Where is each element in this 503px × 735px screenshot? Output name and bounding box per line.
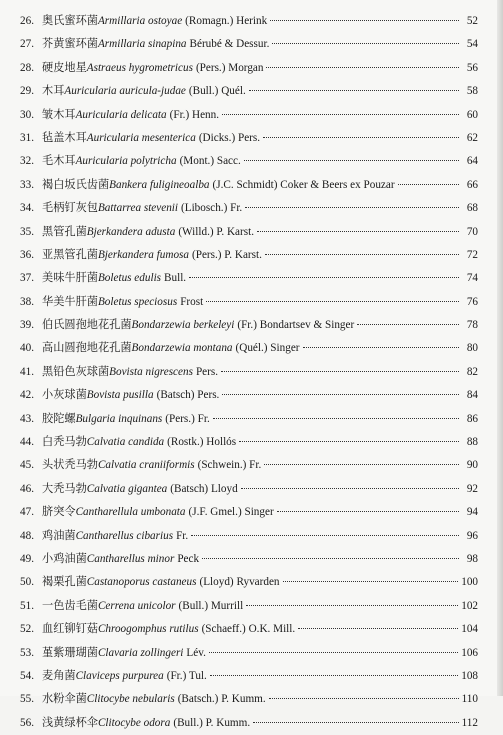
- chinese-name: 美味牛肝菌: [42, 272, 98, 285]
- chinese-name: 高山圆孢地花孔菌: [42, 342, 132, 355]
- dot-leader: [263, 137, 459, 138]
- entry-number: 30.: [20, 108, 34, 121]
- author-citation: Bérubé & Dessur.: [189, 38, 270, 51]
- page-number: 106: [461, 646, 478, 659]
- entry-number: 51.: [20, 599, 34, 612]
- scientific-name: Calvatia gigantea: [86, 482, 168, 495]
- author-citation: Pers.: [195, 365, 219, 378]
- page-number: 66: [466, 178, 478, 191]
- chinese-name: 小灰球菌: [42, 389, 87, 402]
- entry-number: 28.: [20, 61, 34, 74]
- scientific-name: Auricularia polytricha: [75, 155, 177, 168]
- toc-entry: [20, 688, 478, 711]
- toc-entry: [20, 197, 478, 220]
- author-citation: (J.C. Schmidt) Coker & Beers ex Pouzar: [212, 178, 395, 191]
- chinese-name: 脐突令: [42, 506, 76, 519]
- chinese-name: 亚黑管孔菌: [42, 248, 98, 261]
- toc-entry: [20, 408, 478, 431]
- author-citation: (Batsch) Lloyd: [170, 482, 238, 495]
- author-citation: (Fr.) Henn.: [169, 108, 220, 121]
- scientific-name: Bovista pusilla: [86, 389, 154, 402]
- dot-leader: [244, 160, 459, 161]
- author-citation: (J.F. Gmel.) Singer: [188, 506, 274, 519]
- toc-entry: [20, 595, 478, 618]
- dot-leader: [246, 605, 458, 606]
- scientific-name: Chroogomphus rutilus: [97, 623, 199, 636]
- scientific-name: Cantharellula umbonata: [75, 506, 186, 519]
- chinese-name: 黑管孔菌: [42, 225, 87, 238]
- dot-leader: [209, 652, 458, 653]
- entry-number: 54.: [20, 669, 34, 682]
- toc-entry: [20, 618, 478, 641]
- entry-number: 26.: [20, 15, 34, 27]
- toc-entry: [20, 174, 478, 197]
- author-citation: Fr.: [176, 529, 189, 542]
- scientific-name: Cantharellus cibarius: [75, 529, 174, 542]
- dot-leader: [357, 324, 459, 325]
- author-citation: (Schaeff.) O.K. Mill.: [201, 623, 296, 636]
- scientific-name: Auricularia mesenterica: [86, 131, 196, 144]
- entry-number: 41.: [20, 365, 34, 378]
- toc-entry: [20, 127, 478, 150]
- page-number: 112: [461, 716, 478, 729]
- toc-entry: [20, 337, 478, 360]
- chinese-name: 毡盖木耳: [42, 131, 87, 144]
- toc-entry: [20, 478, 478, 501]
- page-number: 56: [466, 61, 478, 74]
- scientific-name: Clavaria zollingeri: [97, 646, 184, 659]
- page-number: 110: [461, 693, 478, 706]
- entry-number: 39.: [20, 319, 34, 332]
- scientific-name: Bovista nigrescens: [109, 365, 193, 378]
- table-of-contents: [20, 10, 478, 735]
- page-number: 70: [466, 225, 478, 238]
- entry-number: 52.: [20, 623, 34, 636]
- dot-leader: [239, 441, 459, 442]
- scientific-name: Bjerkandera fumosa: [97, 248, 189, 261]
- page-number: 90: [466, 459, 478, 472]
- author-citation: (Mont.) Sacc.: [179, 155, 241, 168]
- page-number: 92: [466, 482, 478, 495]
- chinese-name: 浅黄绿杯伞: [42, 716, 98, 729]
- chinese-name: 奥氏蜜环菌: [42, 15, 98, 27]
- chinese-name: 一色齿毛菌: [42, 599, 98, 612]
- chinese-name: 木耳: [42, 85, 65, 98]
- entry-number: 35.: [20, 225, 34, 238]
- toc-entry: [20, 665, 478, 688]
- toc-entry: [20, 384, 478, 407]
- dot-leader: [264, 464, 459, 465]
- author-citation: Peck: [177, 552, 200, 565]
- scientific-name: Bjerkandera adusta: [86, 225, 176, 238]
- dot-leader: [222, 394, 459, 395]
- toc-entry: [20, 501, 478, 524]
- chinese-name: 芥黄蜜环菌: [42, 38, 98, 51]
- chinese-name: 皱木耳: [42, 108, 76, 121]
- page-number: 58: [466, 85, 478, 98]
- page-number: 102: [461, 599, 478, 612]
- author-citation: (Bull.) P. Kumm.: [173, 716, 251, 729]
- page-number: 52: [466, 15, 478, 27]
- dot-leader: [206, 301, 459, 302]
- dot-leader: [245, 207, 459, 208]
- scientific-name: Bondarzewia berkeleyi: [131, 319, 235, 332]
- entry-number: 33.: [20, 178, 34, 191]
- toc-entry: [20, 431, 478, 454]
- entry-number: 34.: [20, 202, 34, 215]
- author-citation: Lév.: [186, 646, 206, 659]
- author-citation: (Romagn.) Herink: [185, 15, 268, 27]
- page-number: 82: [466, 365, 478, 378]
- dot-leader: [298, 628, 458, 629]
- toc-entry: [20, 57, 478, 80]
- page-number: 84: [466, 389, 478, 402]
- scientific-name: Battarrea stevenii: [97, 202, 179, 215]
- toc-entry: [20, 104, 478, 127]
- page-number: 68: [466, 202, 478, 215]
- entry-number: 44.: [20, 436, 34, 449]
- toc-entry: [20, 571, 478, 594]
- dot-leader: [269, 698, 459, 699]
- entry-number: 32.: [20, 155, 34, 168]
- scientific-name: Boletus edulis: [97, 272, 162, 285]
- toc-entry: [20, 80, 478, 103]
- scientific-name: Calvatia craniiformis: [97, 459, 195, 472]
- page-number: 86: [466, 412, 478, 425]
- dot-leader: [257, 231, 459, 232]
- author-citation: (Batsch) Pers.: [156, 389, 220, 402]
- scientific-name: Calvatia candida: [86, 436, 165, 449]
- toc-entry: [20, 642, 478, 665]
- page-number: 74: [466, 272, 478, 285]
- chinese-name: 血红铆钉菇: [42, 623, 98, 636]
- author-citation: (Dicks.) Pers.: [198, 131, 261, 144]
- page-number: 54: [466, 38, 478, 51]
- entry-number: 45.: [20, 459, 34, 472]
- chinese-name: 麦角菌: [42, 669, 76, 682]
- author-citation: (Pers.) Fr.: [165, 412, 210, 425]
- chinese-name: 鸡油菌: [42, 529, 76, 542]
- page-number: 96: [466, 529, 478, 542]
- scientific-name: Claviceps purpurea: [75, 669, 164, 682]
- chinese-name: 毛木耳: [42, 155, 76, 168]
- author-citation: (Rostk.) Hollós: [167, 436, 237, 449]
- scientific-name: Clitocybe odora: [97, 716, 171, 729]
- author-citation: (Fr.) Tul.: [166, 669, 207, 682]
- dot-leader: [189, 277, 459, 278]
- scientific-name: Clitocybe nebularis: [86, 693, 175, 706]
- toc-entry: [20, 244, 478, 267]
- toc-entry: [20, 712, 478, 735]
- entry-number: 49.: [20, 552, 34, 565]
- page-number: 64: [466, 155, 478, 168]
- chinese-name: 褐栗孔菌: [42, 576, 87, 589]
- entry-number: 31.: [20, 131, 34, 144]
- toc-entry: [20, 314, 478, 337]
- chinese-name: 头状秃马勃: [42, 459, 98, 472]
- entry-number: 47.: [20, 506, 34, 519]
- dot-leader: [213, 418, 459, 419]
- author-citation: (Libosch.) Fr.: [181, 202, 243, 215]
- chinese-name: 褐白坂氏齿菌: [42, 178, 110, 191]
- dot-leader: [191, 535, 459, 536]
- author-citation: (Batsch.) P. Kumm.: [177, 693, 266, 706]
- scientific-name: Armillaria ostoyae: [97, 15, 183, 27]
- chinese-name: 胶陀螺: [42, 412, 76, 425]
- page-number: 72: [466, 248, 478, 261]
- page-number: 98: [466, 552, 478, 565]
- dot-leader: [253, 722, 459, 723]
- dot-leader: [272, 43, 459, 44]
- entry-number: 27.: [20, 38, 34, 51]
- scientific-name: Cantharellus minor: [86, 552, 175, 565]
- page-edge: [497, 0, 503, 696]
- toc-entry: [20, 33, 478, 56]
- chinese-name: 堇紫珊瑚菌: [42, 646, 98, 659]
- chinese-name: 黑铅色灰球菌: [42, 365, 110, 378]
- dot-leader: [222, 114, 459, 115]
- page-number: 60: [466, 108, 478, 121]
- page-number: 80: [466, 342, 478, 355]
- entry-number: 46.: [20, 482, 34, 495]
- dot-leader: [221, 371, 459, 372]
- entry-number: 56.: [20, 716, 34, 729]
- chinese-name: 硬皮地星: [42, 61, 87, 74]
- chinese-name: 小鸡油菌: [42, 552, 87, 565]
- toc-entry: [20, 150, 478, 173]
- entry-number: 53.: [20, 646, 34, 659]
- entry-number: 50.: [20, 576, 34, 589]
- dot-leader: [265, 254, 459, 255]
- entry-number: 29.: [20, 85, 34, 98]
- scientific-name: Bankera fuligineoalba: [109, 178, 210, 191]
- scientific-name: Bulgaria inquinans: [75, 412, 163, 425]
- scientific-name: Cerrena unicolor: [97, 599, 176, 612]
- chinese-name: 华美牛肝菌: [42, 295, 98, 308]
- entry-number: 38.: [20, 295, 34, 308]
- page-number: 76: [466, 295, 478, 308]
- author-citation: Frost: [180, 295, 204, 308]
- author-citation: (Bull.) Quél.: [188, 85, 246, 98]
- page-number: 104: [461, 623, 478, 636]
- author-citation: Bull.: [164, 272, 187, 285]
- entry-number: 43.: [20, 412, 34, 425]
- author-citation: (Pers.) Morgan: [195, 61, 264, 74]
- page-number: 62: [466, 131, 478, 144]
- chinese-name: 白秃马勃: [42, 436, 87, 449]
- scientific-name: Bondarzewia montana: [131, 342, 233, 355]
- toc-entry: [20, 525, 478, 548]
- scientific-name: Boletus speciosus: [97, 295, 178, 308]
- chinese-name: 伯氏圆孢地花孔菌: [42, 319, 132, 332]
- scientific-name: Castanoporus castaneus: [86, 576, 197, 589]
- entry-number: 48.: [20, 529, 34, 542]
- author-citation: (Fr.) Bondartsev & Singer: [237, 319, 355, 332]
- dot-leader: [210, 675, 458, 676]
- scientific-name: Auricularia delicata: [75, 108, 167, 121]
- page-number: 94: [466, 506, 478, 519]
- dot-leader: [303, 347, 459, 348]
- dot-leader: [283, 581, 459, 582]
- entry-number: 55.: [20, 693, 34, 706]
- dot-leader: [202, 558, 459, 559]
- page-number: 108: [461, 669, 478, 682]
- scientific-name: Astraeus hygrometricus: [86, 61, 193, 74]
- chinese-name: 水粉伞菌: [42, 693, 87, 706]
- page-number: 88: [466, 436, 478, 449]
- entry-number: 42.: [20, 389, 34, 402]
- author-citation: (Bull.) Murrill: [178, 599, 244, 612]
- entry-number: 36.: [20, 248, 34, 261]
- dot-leader: [398, 184, 459, 185]
- dot-leader: [241, 488, 459, 489]
- author-citation: (Lloyd) Ryvarden: [199, 576, 280, 589]
- author-citation: (Quél.) Singer: [235, 342, 300, 355]
- toc-entry: [20, 361, 478, 384]
- toc-entry: [20, 454, 478, 477]
- page-number: 78: [466, 319, 478, 332]
- dot-leader: [249, 90, 459, 91]
- entry-number: 37.: [20, 272, 34, 285]
- author-citation: (Willd.) P. Karst.: [178, 225, 255, 238]
- dot-leader: [266, 67, 459, 68]
- page-number: 100: [461, 576, 478, 589]
- chinese-name: 大秃马勃: [42, 482, 87, 495]
- dot-leader: [270, 20, 459, 21]
- scientific-name: Armillaria sinapina: [97, 38, 187, 51]
- toc-entry: [20, 267, 478, 290]
- dot-leader: [277, 511, 459, 512]
- scientific-name: Auricularia auricula-judae: [64, 85, 186, 98]
- chinese-name: 毛柄钉灰包: [42, 202, 98, 215]
- author-citation: (Schwein.) Fr.: [197, 459, 262, 472]
- entry-number: 40.: [20, 342, 34, 355]
- toc-entry: [20, 291, 478, 314]
- toc-entry: [20, 221, 478, 244]
- toc-entry: [20, 548, 478, 571]
- toc-entry: [20, 10, 478, 33]
- author-citation: (Pers.) P. Karst.: [192, 248, 262, 261]
